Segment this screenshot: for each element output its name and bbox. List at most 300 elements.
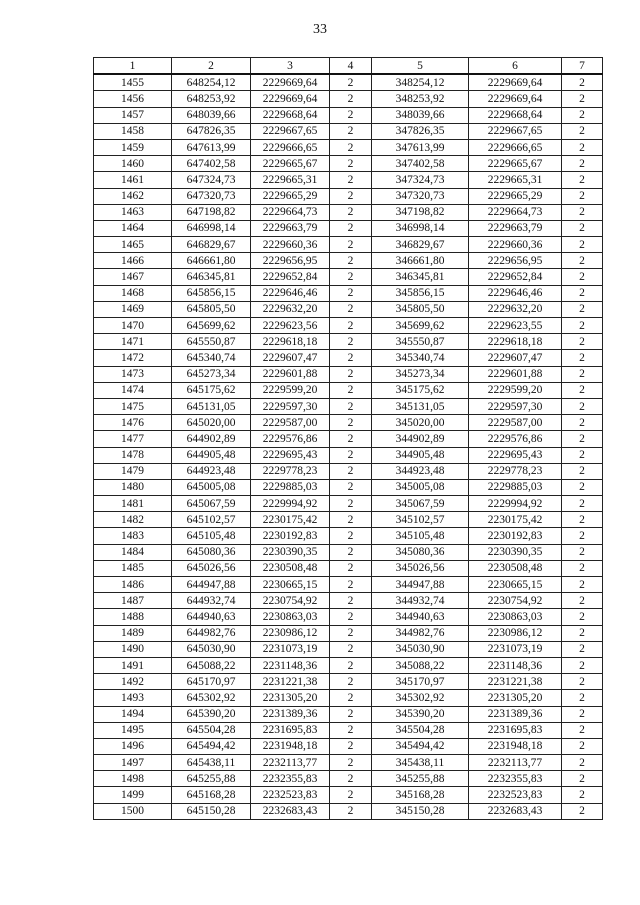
table-cell: 645856,15 — [172, 285, 251, 301]
table-cell: 2231948,18 — [251, 738, 330, 754]
table-cell: 2 — [562, 755, 603, 771]
table-cell: 2 — [330, 625, 372, 641]
table-cell: 1474 — [94, 382, 172, 398]
table-cell: 1461 — [94, 172, 172, 188]
table-row — [94, 382, 603, 398]
table-row — [94, 156, 603, 172]
table-cell: 2 — [562, 74, 603, 91]
table-cell: 2229623,55 — [469, 318, 562, 334]
table-cell: 348253,92 — [372, 91, 469, 107]
table-cell: 2 — [330, 609, 372, 625]
table-cell: 1480 — [94, 479, 172, 495]
table-cell: 1475 — [94, 398, 172, 414]
table-cell: 2229885,03 — [469, 479, 562, 495]
table-cell: 2232523,83 — [251, 787, 330, 803]
table-cell: 645390,20 — [172, 706, 251, 722]
table-row — [94, 803, 603, 819]
table-cell: 2 — [562, 690, 603, 706]
table-cell: 1491 — [94, 657, 172, 673]
table-cell: 647826,35 — [172, 123, 251, 139]
table-cell: 2 — [562, 787, 603, 803]
table-cell: 1458 — [94, 123, 172, 139]
column-header: 7 — [562, 58, 603, 75]
table-cell: 2229666,65 — [251, 139, 330, 155]
table-cell: 2 — [330, 253, 372, 269]
table-cell: 2229665,31 — [251, 172, 330, 188]
table-cell: 2 — [330, 285, 372, 301]
column-header: 5 — [372, 58, 469, 75]
table-cell: 645150,28 — [172, 803, 251, 819]
table-cell: 345080,36 — [372, 544, 469, 560]
table-cell: 2 — [330, 447, 372, 463]
table-cell: 2 — [562, 722, 603, 738]
table-cell: 2229656,95 — [251, 253, 330, 269]
table-cell: 2229607,47 — [251, 350, 330, 366]
table-cell: 345856,15 — [372, 285, 469, 301]
table-cell: 2229576,86 — [469, 431, 562, 447]
table-row — [94, 220, 603, 236]
table-cell: 2 — [330, 674, 372, 690]
table-cell: 2 — [330, 188, 372, 204]
table-cell: 2229665,29 — [251, 188, 330, 204]
table-cell: 1479 — [94, 463, 172, 479]
table-cell: 1492 — [94, 674, 172, 690]
table-cell: 1483 — [94, 528, 172, 544]
column-header: 4 — [330, 58, 372, 75]
table-row — [94, 528, 603, 544]
table-cell: 2 — [330, 512, 372, 528]
table-cell: 2 — [330, 771, 372, 787]
table-cell: 644932,74 — [172, 593, 251, 609]
table-cell: 2 — [330, 91, 372, 107]
table-cell: 2 — [562, 577, 603, 593]
table-cell: 2 — [330, 398, 372, 414]
table-cell: 346661,80 — [372, 253, 469, 269]
table-cell: 2 — [562, 350, 603, 366]
table-cell: 2 — [330, 690, 372, 706]
table-cell: 2232683,43 — [251, 803, 330, 819]
table-row — [94, 625, 603, 641]
table-cell: 1459 — [94, 139, 172, 155]
table-cell: 345340,74 — [372, 350, 469, 366]
table-cell: 2 — [562, 253, 603, 269]
table-cell: 647198,82 — [172, 204, 251, 220]
table-row — [94, 237, 603, 253]
table-cell: 644902,89 — [172, 431, 251, 447]
table-cell: 2231073,19 — [251, 641, 330, 657]
table-row — [94, 706, 603, 722]
table-cell: 1457 — [94, 107, 172, 123]
table-cell: 2 — [562, 237, 603, 253]
table-header-row — [94, 58, 603, 75]
table-cell: 344902,89 — [372, 431, 469, 447]
table-cell: 2229618,18 — [251, 334, 330, 350]
table-cell: 344940,63 — [372, 609, 469, 625]
table-cell: 645102,57 — [172, 512, 251, 528]
table-cell: 2 — [330, 269, 372, 285]
table-cell: 2231148,36 — [469, 657, 562, 673]
table-cell: 2 — [330, 560, 372, 576]
table-cell: 1486 — [94, 577, 172, 593]
table-row — [94, 253, 603, 269]
table-cell: 2230390,35 — [469, 544, 562, 560]
table-cell: 2229665,31 — [469, 172, 562, 188]
table-row — [94, 269, 603, 285]
table-cell: 2 — [330, 220, 372, 236]
table-cell: 2232113,77 — [469, 755, 562, 771]
table-cell: 2229599,20 — [251, 382, 330, 398]
table-cell: 2231695,83 — [251, 722, 330, 738]
table-cell: 2231695,83 — [469, 722, 562, 738]
table-row — [94, 415, 603, 431]
table-cell: 646345,81 — [172, 269, 251, 285]
table-cell: 2230863,03 — [469, 609, 562, 625]
table-cell: 347402,58 — [372, 156, 469, 172]
table-cell: 2229660,36 — [469, 237, 562, 253]
table-cell: 2229994,92 — [469, 496, 562, 512]
table-cell: 2229623,56 — [251, 318, 330, 334]
table-row — [94, 91, 603, 107]
table-cell: 2229885,03 — [251, 479, 330, 495]
table-row — [94, 463, 603, 479]
table-cell: 1455 — [94, 74, 172, 91]
table-cell: 2 — [330, 528, 372, 544]
table-cell: 347198,82 — [372, 204, 469, 220]
column-header: 3 — [251, 58, 330, 75]
table-row — [94, 301, 603, 317]
table-cell: 2229666,65 — [469, 139, 562, 155]
table-row — [94, 641, 603, 657]
table-cell: 644982,76 — [172, 625, 251, 641]
table-cell: 2 — [330, 123, 372, 139]
table-cell: 1470 — [94, 318, 172, 334]
table-row — [94, 398, 603, 414]
table-cell: 345067,59 — [372, 496, 469, 512]
table-cell: 1477 — [94, 431, 172, 447]
table-cell: 2 — [330, 738, 372, 754]
table-cell: 2229601,88 — [469, 366, 562, 382]
column-header: 1 — [94, 58, 172, 75]
table-cell: 2231221,38 — [251, 674, 330, 690]
table-cell: 2230863,03 — [251, 609, 330, 625]
table-cell: 1469 — [94, 301, 172, 317]
table-cell: 2 — [562, 172, 603, 188]
table-cell: 2229663,79 — [469, 220, 562, 236]
table-cell: 1487 — [94, 593, 172, 609]
table-cell: 1471 — [94, 334, 172, 350]
table-cell: 645168,28 — [172, 787, 251, 803]
table-cell: 2 — [562, 91, 603, 107]
table-cell: 2229652,84 — [251, 269, 330, 285]
table-row — [94, 285, 603, 301]
table-cell: 645550,87 — [172, 334, 251, 350]
table-cell: 2 — [562, 123, 603, 139]
table-cell: 1493 — [94, 690, 172, 706]
table-row — [94, 139, 603, 155]
table-cell: 644947,88 — [172, 577, 251, 593]
table-cell: 2229646,46 — [251, 285, 330, 301]
table-cell: 2 — [330, 577, 372, 593]
table-cell: 2229656,95 — [469, 253, 562, 269]
table-cell: 1467 — [94, 269, 172, 285]
table-cell: 345494,42 — [372, 738, 469, 754]
table-row — [94, 787, 603, 803]
table-cell: 2229669,64 — [469, 74, 562, 91]
table-cell: 345020,00 — [372, 415, 469, 431]
table-cell: 347613,99 — [372, 139, 469, 155]
table-row — [94, 738, 603, 754]
table-cell: 2 — [330, 301, 372, 317]
table-cell: 2 — [330, 318, 372, 334]
table-cell: 2 — [562, 220, 603, 236]
table-cell: 2 — [330, 107, 372, 123]
table-row — [94, 107, 603, 123]
table-cell: 1484 — [94, 544, 172, 560]
table-cell: 645105,48 — [172, 528, 251, 544]
table-cell: 345699,62 — [372, 318, 469, 334]
table-cell: 2231389,36 — [251, 706, 330, 722]
table-cell: 2 — [330, 463, 372, 479]
table-cell: 2 — [562, 512, 603, 528]
table-body — [94, 74, 603, 819]
table-cell: 2 — [562, 609, 603, 625]
table-cell: 1498 — [94, 771, 172, 787]
table-cell: 1478 — [94, 447, 172, 463]
table-row — [94, 771, 603, 787]
table-cell: 1488 — [94, 609, 172, 625]
table-cell: 2231389,36 — [469, 706, 562, 722]
table-row — [94, 544, 603, 560]
table-cell: 2 — [562, 479, 603, 495]
table-cell: 645026,56 — [172, 560, 251, 576]
table-cell: 2 — [562, 738, 603, 754]
table-cell: 1468 — [94, 285, 172, 301]
table-cell: 2229669,64 — [251, 74, 330, 91]
table-row — [94, 431, 603, 447]
table-cell: 2229597,30 — [469, 398, 562, 414]
table-cell: 2229668,64 — [251, 107, 330, 123]
table-cell: 345105,48 — [372, 528, 469, 544]
table-cell: 1473 — [94, 366, 172, 382]
table-cell: 2 — [330, 415, 372, 431]
table-cell: 2 — [562, 188, 603, 204]
table-cell: 2230986,12 — [469, 625, 562, 641]
table-cell: 645699,62 — [172, 318, 251, 334]
page-number: 33 — [313, 22, 327, 37]
table-cell: 1495 — [94, 722, 172, 738]
table-cell: 2231148,36 — [251, 657, 330, 673]
column-header: 2 — [172, 58, 251, 75]
table-cell: 2229778,23 — [469, 463, 562, 479]
table-cell: 647402,58 — [172, 156, 251, 172]
table-cell: 1481 — [94, 496, 172, 512]
table-cell: 1460 — [94, 156, 172, 172]
table-cell: 2 — [562, 803, 603, 819]
table-cell: 2232355,83 — [251, 771, 330, 787]
table-cell: 645131,05 — [172, 398, 251, 414]
table-cell: 645273,34 — [172, 366, 251, 382]
table-cell: 345438,11 — [372, 755, 469, 771]
table-cell: 1496 — [94, 738, 172, 754]
table-cell: 645805,50 — [172, 301, 251, 317]
table-row — [94, 609, 603, 625]
table-cell: 2 — [562, 204, 603, 220]
table-cell: 2230175,42 — [469, 512, 562, 528]
table-cell: 645088,22 — [172, 657, 251, 673]
table-cell: 344982,76 — [372, 625, 469, 641]
table-cell: 1485 — [94, 560, 172, 576]
table-cell: 645340,74 — [172, 350, 251, 366]
table-cell: 2231221,38 — [469, 674, 562, 690]
column-header: 6 — [469, 58, 562, 75]
table-row — [94, 512, 603, 528]
table-cell: 344932,74 — [372, 593, 469, 609]
table-row — [94, 690, 603, 706]
table-cell: 345504,28 — [372, 722, 469, 738]
table-cell: 2229652,84 — [469, 269, 562, 285]
table-cell: 2230754,92 — [469, 593, 562, 609]
table-cell: 645080,36 — [172, 544, 251, 560]
table-cell: 2229695,43 — [469, 447, 562, 463]
table-cell: 648254,12 — [172, 74, 251, 91]
table-cell: 2 — [562, 528, 603, 544]
table-cell: 346345,81 — [372, 269, 469, 285]
table-row — [94, 577, 603, 593]
table-cell: 1489 — [94, 625, 172, 641]
table-cell: 1456 — [94, 91, 172, 107]
table-cell: 2229632,20 — [251, 301, 330, 317]
table-cell: 347324,73 — [372, 172, 469, 188]
table-cell: 2 — [562, 366, 603, 382]
table-cell: 2229665,29 — [469, 188, 562, 204]
table-cell: 644940,63 — [172, 609, 251, 625]
table-cell: 345168,28 — [372, 787, 469, 803]
table-cell: 646998,14 — [172, 220, 251, 236]
table-cell: 1499 — [94, 787, 172, 803]
table-cell: 2229663,79 — [251, 220, 330, 236]
table-cell: 645020,00 — [172, 415, 251, 431]
table-cell: 2 — [562, 447, 603, 463]
table-cell: 345390,20 — [372, 706, 469, 722]
table-cell: 644923,48 — [172, 463, 251, 479]
table-cell: 1494 — [94, 706, 172, 722]
table-cell: 2231948,18 — [469, 738, 562, 754]
table-cell: 2 — [562, 301, 603, 317]
table-cell: 2 — [330, 382, 372, 398]
table-cell: 1465 — [94, 237, 172, 253]
table-cell: 2229660,36 — [251, 237, 330, 253]
table-row — [94, 496, 603, 512]
table-cell: 2 — [330, 755, 372, 771]
table-cell: 645067,59 — [172, 496, 251, 512]
table-cell: 645255,88 — [172, 771, 251, 787]
table-cell: 2230192,83 — [469, 528, 562, 544]
table-row — [94, 123, 603, 139]
table-cell: 1500 — [94, 803, 172, 819]
table-cell: 2229667,65 — [251, 123, 330, 139]
table-cell: 345026,56 — [372, 560, 469, 576]
table-cell: 2 — [330, 593, 372, 609]
table-cell: 2 — [330, 544, 372, 560]
table-cell: 2 — [330, 722, 372, 738]
table-cell: 2 — [562, 269, 603, 285]
table-cell: 2 — [330, 366, 372, 382]
table-cell: 2 — [562, 398, 603, 414]
table-cell: 2 — [562, 544, 603, 560]
table-cell: 2229669,64 — [469, 91, 562, 107]
table-cell: 2231305,20 — [469, 690, 562, 706]
table-row — [94, 318, 603, 334]
table-cell: 2230986,12 — [251, 625, 330, 641]
table-row — [94, 755, 603, 771]
table-cell: 1490 — [94, 641, 172, 657]
table-cell: 647324,73 — [172, 172, 251, 188]
table-row — [94, 479, 603, 495]
table-cell: 2229664,73 — [469, 204, 562, 220]
table-cell: 345102,57 — [372, 512, 469, 528]
table-cell: 2229587,00 — [251, 415, 330, 431]
table-cell: 2 — [330, 172, 372, 188]
coordinates-table — [93, 57, 603, 820]
table-cell: 647320,73 — [172, 188, 251, 204]
table-row — [94, 674, 603, 690]
table-cell: 2232683,43 — [469, 803, 562, 819]
table-cell: 344923,48 — [372, 463, 469, 479]
table-cell: 645438,11 — [172, 755, 251, 771]
table-cell: 1497 — [94, 755, 172, 771]
table-cell: 645302,92 — [172, 690, 251, 706]
table-cell: 2 — [330, 641, 372, 657]
table-cell: 2229599,20 — [469, 382, 562, 398]
table-cell: 645170,97 — [172, 674, 251, 690]
table-cell: 2232113,77 — [251, 755, 330, 771]
table-cell: 2 — [330, 334, 372, 350]
table-cell: 2 — [562, 382, 603, 398]
table-cell: 2 — [330, 156, 372, 172]
table-cell: 2229994,92 — [251, 496, 330, 512]
table-row — [94, 350, 603, 366]
table-cell: 1464 — [94, 220, 172, 236]
table-row — [94, 560, 603, 576]
table-cell: 345805,50 — [372, 301, 469, 317]
table-cell: 2 — [562, 139, 603, 155]
table-cell: 2230175,42 — [251, 512, 330, 528]
table-cell: 2230665,15 — [469, 577, 562, 593]
table-cell: 2 — [562, 560, 603, 576]
table-cell: 345302,92 — [372, 690, 469, 706]
table-cell: 645494,42 — [172, 738, 251, 754]
table-cell: 647613,99 — [172, 139, 251, 155]
table-cell: 1476 — [94, 415, 172, 431]
table-cell: 2 — [562, 674, 603, 690]
table-cell: 2229778,23 — [251, 463, 330, 479]
table-cell: 2 — [330, 74, 372, 91]
table-cell: 2 — [562, 625, 603, 641]
table-cell: 345088,22 — [372, 657, 469, 673]
table-cell: 345131,05 — [372, 398, 469, 414]
table-cell: 646829,67 — [172, 237, 251, 253]
table-cell: 2 — [330, 787, 372, 803]
table-cell: 346998,14 — [372, 220, 469, 236]
table-cell: 2229576,86 — [251, 431, 330, 447]
table-cell: 2229664,73 — [251, 204, 330, 220]
table-cell: 2229646,46 — [469, 285, 562, 301]
table-cell: 2229597,30 — [251, 398, 330, 414]
table-cell: 2229587,00 — [469, 415, 562, 431]
table-row — [94, 334, 603, 350]
table-cell: 346829,67 — [372, 237, 469, 253]
table-cell: 2229601,88 — [251, 366, 330, 382]
